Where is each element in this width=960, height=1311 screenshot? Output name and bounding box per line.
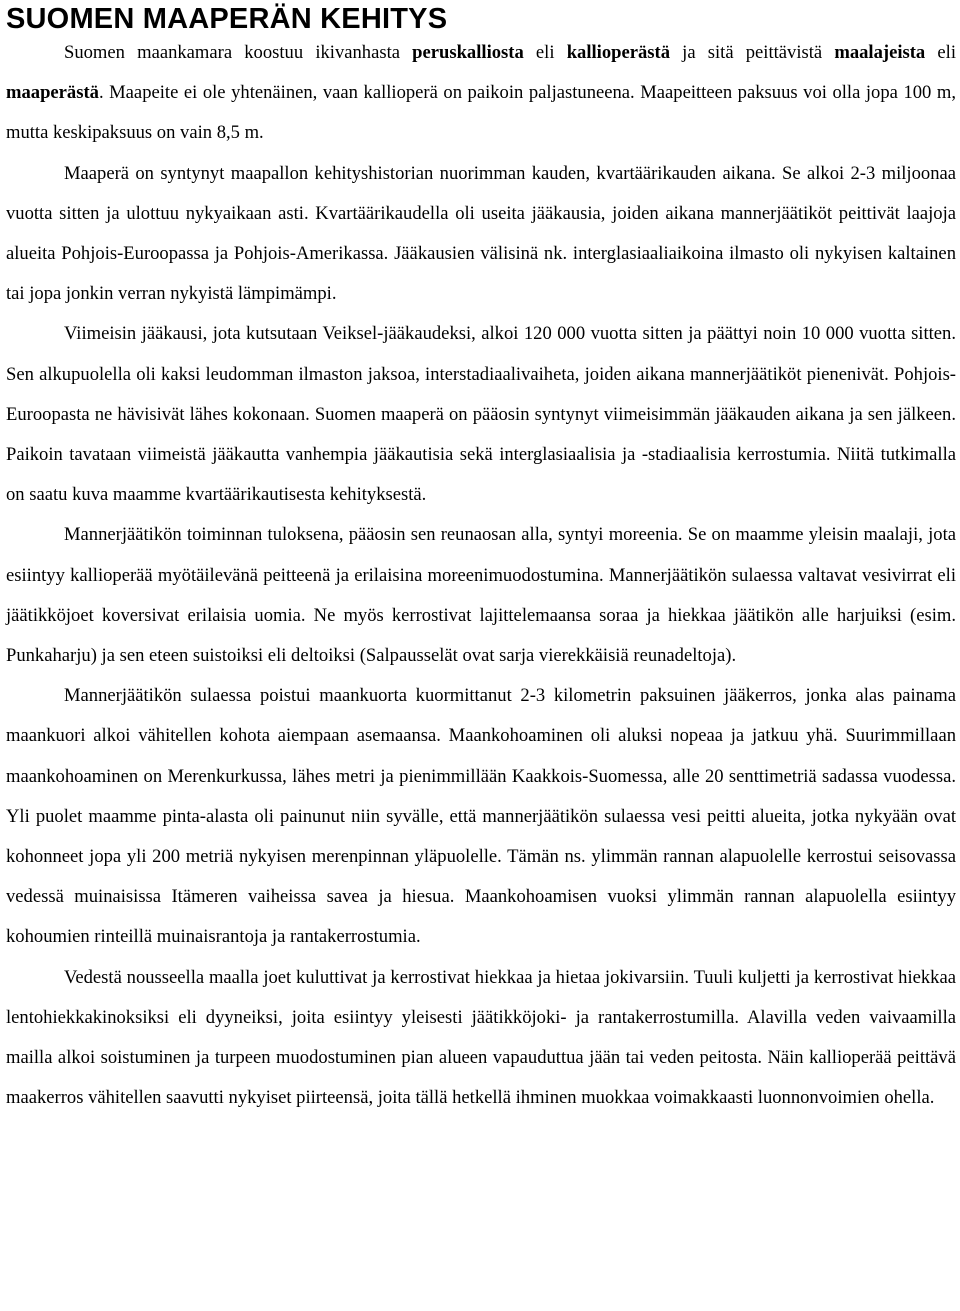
text-run: Mannerjäätikön sulaessa poistui maankuorta kuormittanut 2-3 kilometrin paksuinen jääkerros, jonka alas painama maankuori alkoi vähitellen kohota aiempaan asemaansa. Maankohoaminen oli aluksi nopeaa ja jatkuu yhä. Suurimmillaan maankohoaminen on Merenkurkussa, lähes metri ja pienimmillään Kaakkois-Suomessa, alle 20 senttimetriä sadassa vuodessa. Yli puolet maamme pinta-alasta oli painunut niin syvälle, että mannerjäätikön sulaessa vesi peitti alueita, jotka nykyään ovat kohonneet jopa yli 200 metriä nykyisen merenpinnan yläpuolelle. Tämän ns. ylimmän rannan alapuolelle kerrostui seisovassa vedessä muinaisissa Itämeren vaiheissa savea ja hiesua. Maankohoamisen vuoksi ylimmän rannan alapuolella esiintyy kohoumien rinteillä muinaisrantoja ja rantakerrostumia. (6, 685, 956, 948)
paragraph (6, 515, 956, 676)
text-run: Mannerjäätikön toiminnan tuloksena, pääosin sen reunaosan alla, syntyi moreenia. Se on maamme yleisin maalaji, jota esiintyy kallioperää myötäilevänä peitteenä ja erilaisina moreenimuodostumina. Mannerjäätikön sulaessa valtavat vesivirrat eli jäätikköjoet koversivat erilaisia uomia. Ne myös kerrostivat lajittelemaansa soraa ja hiekkaa jäätikön alle harjuiksi (esim. Punkaharju) ja sen eteen suistoiksi eli deltoiksi (Salpausselät ovat sarja vierekkäisiä reunadeltoja). (6, 524, 956, 667)
text-run: ja sitä peittävistä (670, 42, 835, 63)
key-term: maalajeista (834, 42, 926, 63)
text-run: Suomen maankamara koostuu ikivanhasta (64, 42, 413, 63)
paragraph (6, 314, 956, 515)
document-title: SUOMEN MAAPERÄN KEHITYS (6, 3, 448, 35)
text-run: Maaperä on syntynyt maapallon kehityshistorian nuorimman kauden, kvartäärikauden aikana. Se alkoi 2-3 miljoonaa vuotta sitten ja ulottuu nykyaikaan asti. Kvartäärikaudella oli useita jääkausia, joiden aikana mannerjäätiköt peittivät laajoja alueita Pohjois-Euroopassa ja Pohjois-Amerikassa. Jääkausien välisinä nk. interglasiaaliaikoina ilmasto oli nykyisen kaltainen tai jopa jonkin verran nykyistä lämpimämpi. (6, 162, 956, 305)
text-run: eli (925, 42, 956, 63)
paragraph (6, 676, 956, 957)
key-term: kallioperästä (566, 42, 670, 63)
document-page (6, 0, 956, 1118)
paragraph (6, 154, 956, 315)
key-term: maaperästä (6, 82, 99, 104)
text-run: . Maapeite ei ole yhtenäinen, vaan kallioperä on paikoin paljastuneena. Maapeitteen paksuus voi olla jopa 100 m, mutta keskipaksuus on vain 8,5 m. (6, 82, 956, 144)
key-term: peruskalliosta (412, 42, 524, 63)
paragraph (6, 958, 956, 1119)
text-run: Vedestä nousseella maalla joet kuluttivat ja kerrostivat hiekkaa ja hietaa jokivarsiin. Tuuli kuljetti ja kerrostivat hiekkaa lentohiekkakinoksiksi eli dyyneiksi, joita esiintyy yleisesti jäätikköjoki- ja rantakerrostumilla. Alavilla veden vaivaamilla mailla alkoi soistuminen ja turpeen muodostuminen pian alueen vapauduttua jään tai veden peitosta. Näin kallioperää peittävä maakerros vähitellen saavutti nykyiset piirteensä, joita tällä hetkellä ihminen muokkaa voimakkaasti luonnonvoimien ohella. (6, 966, 956, 1109)
text-run: Viimeisin jääkausi, jota kutsutaan Veiksel-jääkaudeksi, alkoi 120 000 vuotta sitten ja päättyi noin 10 000 vuotta sitten. Sen alkupuolella oli kaksi leudomman ilmaston jaksoa, interstadiaalivaiheta, joiden aikana mannerjäätiköt pienenivät. Pohjois-Euroopasta ne hävisivät lähes kokonaan. Suomen maaperä on pääosin syntynyt viimeisimmän jääkauden aikana ja sen jälkeen. Paikoin tavataan viimeistä jääkautta vanhempia jääkautisia sekä interglasiaalisia ja -stadiaalisia kerrostumia. Niitä tutkimalla on saatu kuva maamme kvartäärikautisesta kehityksestä. (6, 323, 956, 506)
document-body (6, 33, 956, 1118)
paragraph (6, 33, 956, 154)
text-run: eli (523, 42, 567, 63)
